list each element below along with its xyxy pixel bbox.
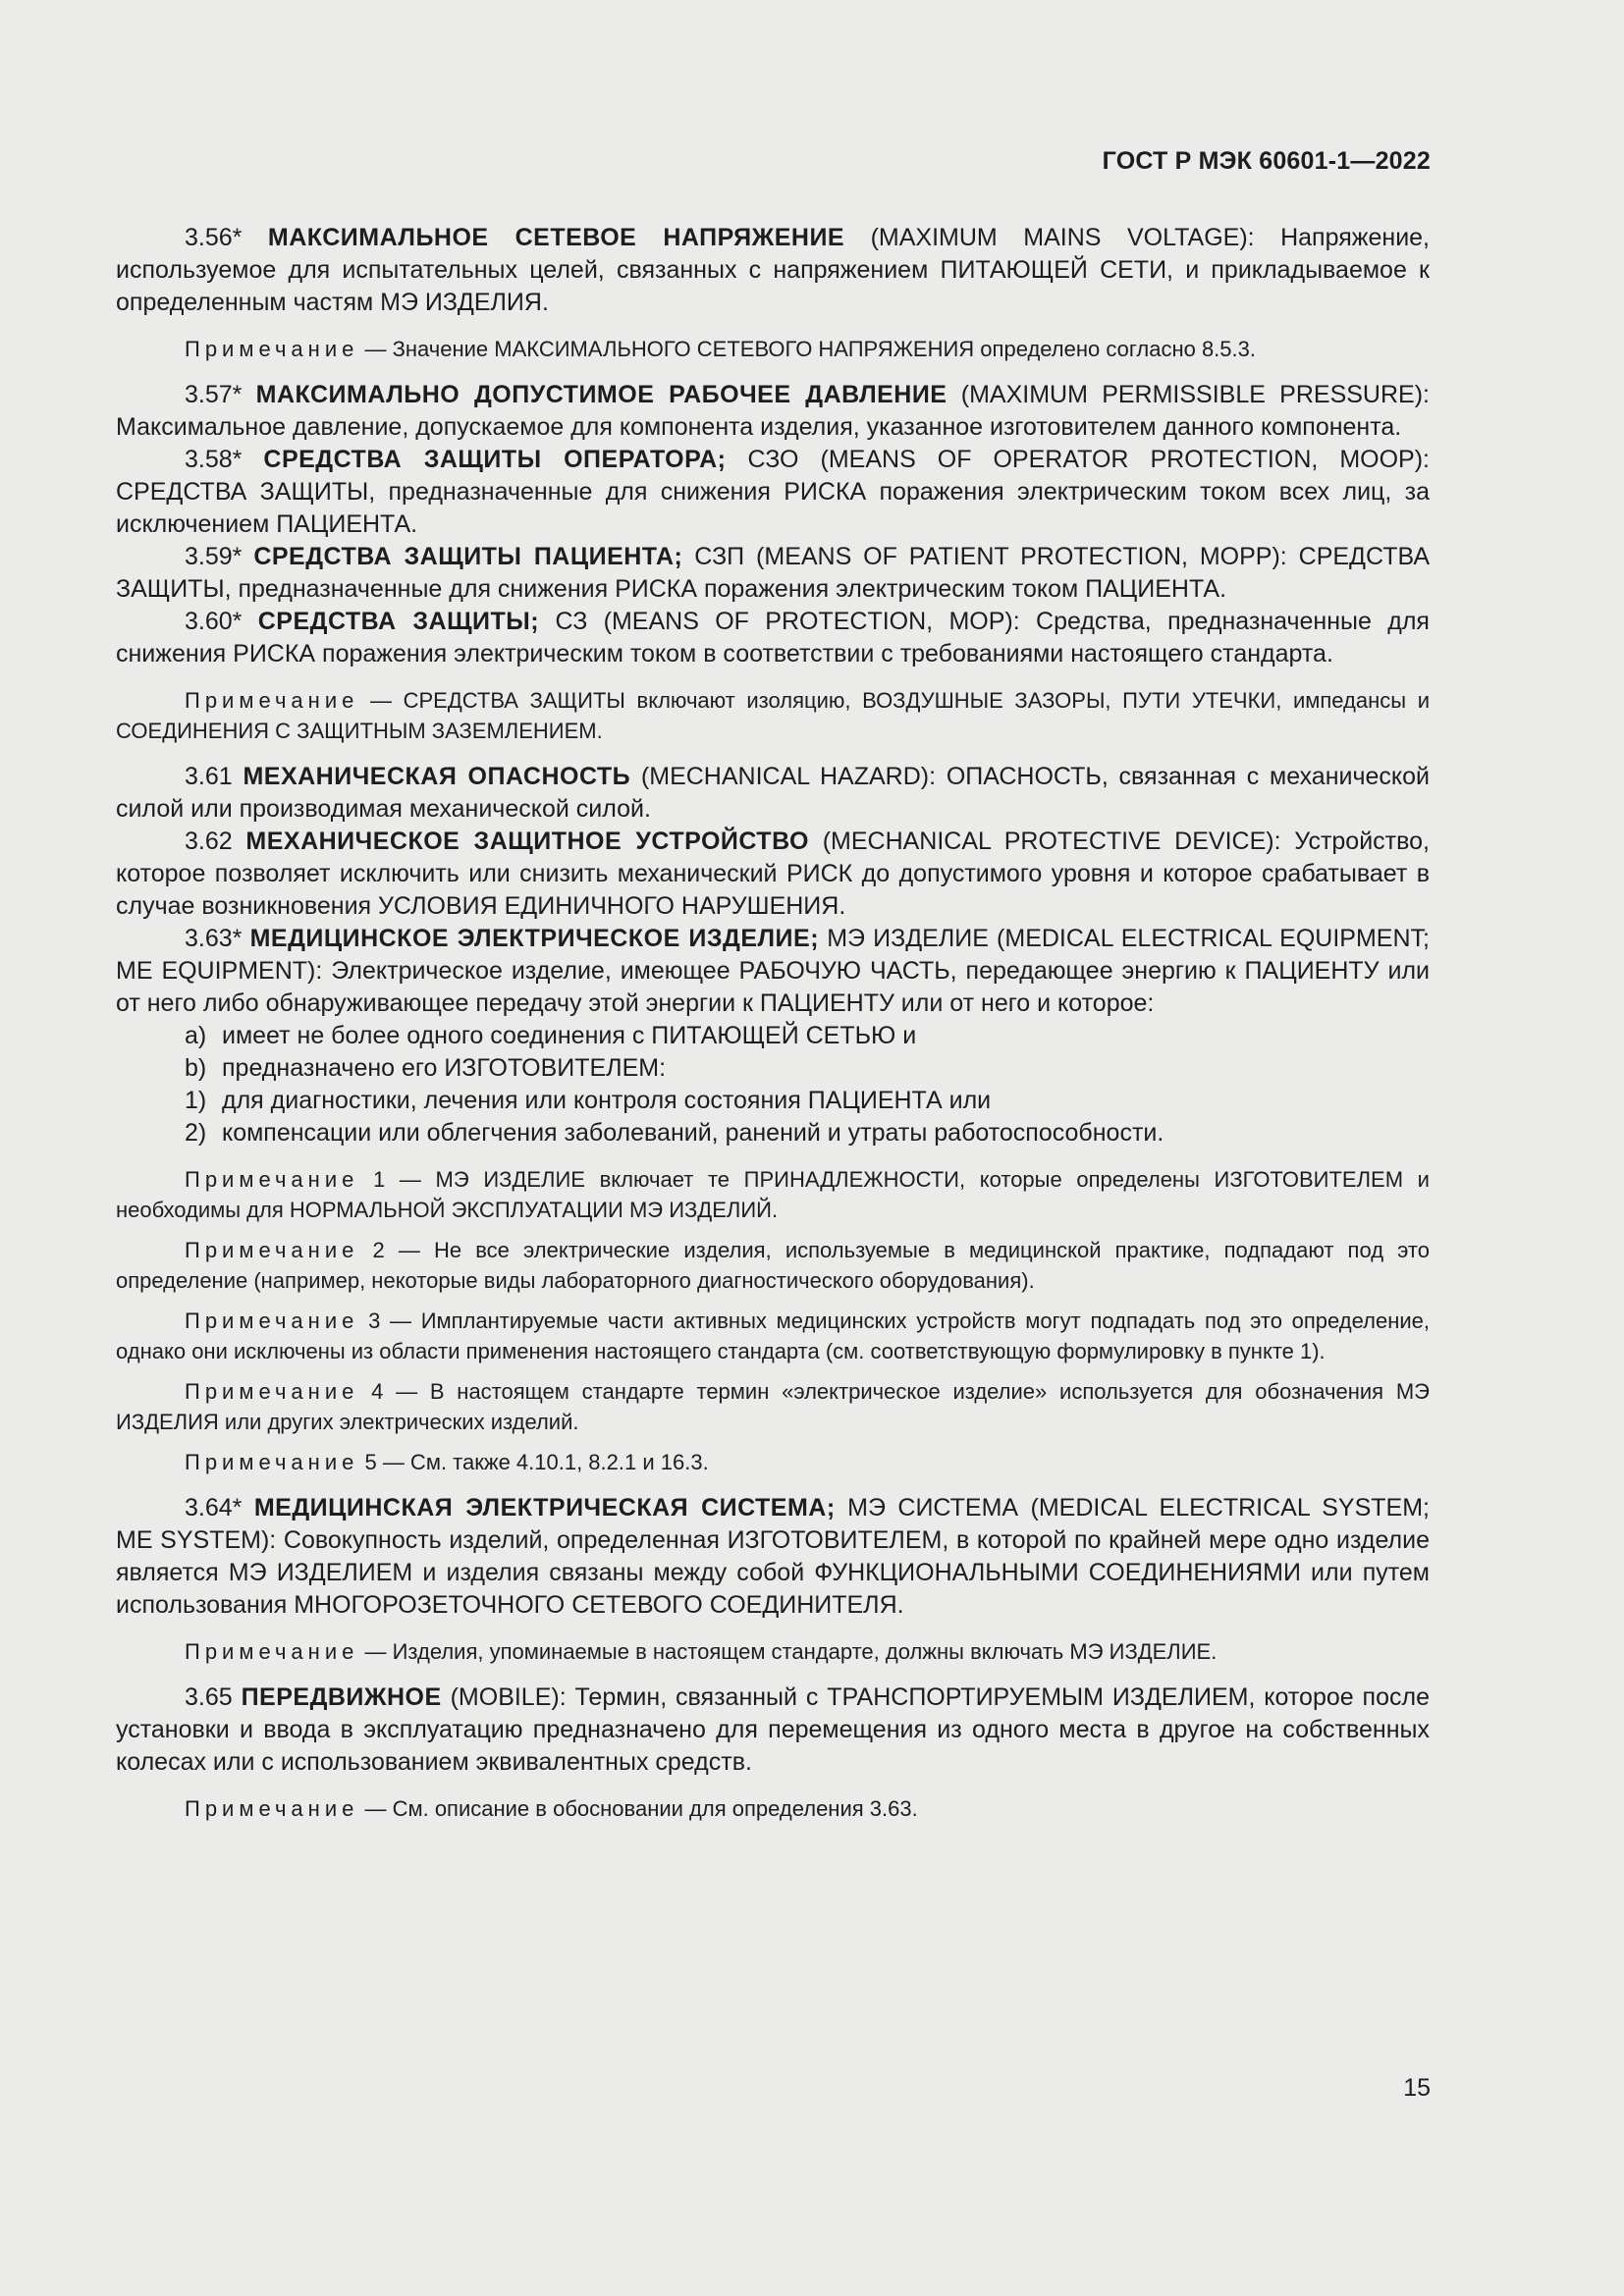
list-text: для диагностики, лечения или контроля состояния ПАЦИЕНТА или bbox=[222, 1087, 992, 1114]
list-text: компенсации или облегчения заболеваний, ранений и утраты работоспособности. bbox=[222, 1119, 1164, 1147]
term-3-56 bbox=[116, 222, 1430, 319]
term-3-58 bbox=[116, 444, 1430, 541]
term-title: МЕДИЦИНСКАЯ ЭЛЕКТРИЧЕСКАЯ СИСТЕМА; bbox=[253, 1494, 836, 1522]
note-label: Примечание bbox=[185, 1639, 359, 1664]
note-3-63-1 bbox=[116, 1164, 1430, 1225]
note-text: 1 — МЭ ИЗДЕЛИЕ включает те ПРИНАДЛЕЖНОСТИ, которые определены ИЗГОТОВИТЕЛЕМ и необходимы для НОРМАЛЬНОЙ ЭКСПЛУАТАЦИИ МЭ ИЗДЕЛИЙ. bbox=[116, 1167, 1430, 1222]
list-item bbox=[116, 1052, 1430, 1085]
term-number: 3.58* bbox=[185, 446, 243, 473]
note-text: 2 — Не все электрические изделия, используемые в медицинской практике, подпадают под это определение (например, некоторые виды лабораторного диагностического оборудования). bbox=[116, 1238, 1430, 1293]
list-item bbox=[116, 1117, 1430, 1149]
note-3-63-2 bbox=[116, 1235, 1430, 1296]
note-label: Примечание bbox=[185, 1450, 359, 1474]
term-title: МАКСИМАЛЬНО ДОПУСТИМОЕ РАБОЧЕЕ ДАВЛЕНИЕ bbox=[255, 381, 947, 408]
term-3-63 bbox=[116, 923, 1430, 1020]
note-text: — См. описание в обосновании для определения 3.63. bbox=[364, 1796, 918, 1821]
list-marker: 2) bbox=[185, 1119, 207, 1147]
note-3-63-5 bbox=[116, 1447, 1430, 1477]
note-3-65 bbox=[116, 1793, 1430, 1824]
criteria-list bbox=[116, 1020, 1430, 1149]
term-number: 3.57* bbox=[185, 381, 243, 408]
page-number: 15 bbox=[1403, 2074, 1431, 2102]
list-text: предназначено его ИЗГОТОВИТЕЛЕМ: bbox=[222, 1054, 667, 1082]
term-3-64 bbox=[116, 1492, 1430, 1622]
term-definition: (MAXIMUM MAINS VOLTAGE): Напряжение, используемое для испытательных целей, связанных с напряжением ПИТАЮЩЕЙ СЕТИ, и прикладываемое к определенным частям МЭ ИЗДЕЛИЯ. bbox=[116, 224, 1431, 316]
term-definition: (MAXIMUM PERMISSIBLE PRESSURE): Максимальное давление, допускаемое для компонента изделия, указанное изготовителем данного компонента. bbox=[116, 381, 1430, 441]
term-title: МЕДИЦИНСКОЕ ЭЛЕКТРИЧЕСКОЕ ИЗДЕЛИЕ; bbox=[249, 925, 820, 952]
note-text: 5 — См. также 4.10.1, 8.2.1 и 16.3. bbox=[364, 1450, 709, 1474]
term-title: ПЕРЕДВИЖНОЕ bbox=[241, 1683, 442, 1711]
term-3-62 bbox=[116, 826, 1430, 923]
term-definition: СЗП (MEANS OF PATIENT PROTECTION, MOPP): СРЕДСТВА ЗАЩИТЫ, предназначенные для снижения РИСКА поражения электрическим током ПАЦИЕНТА. bbox=[116, 543, 1431, 603]
list-marker: b) bbox=[185, 1054, 207, 1082]
term-definition: (MECHANICAL HAZARD): ОПАСНОСТЬ, связанная с механической силой или производимая механической силой. bbox=[116, 763, 1431, 823]
note-label: Примечание bbox=[185, 1167, 359, 1192]
term-definition: СЗ (MEANS OF PROTECTION, MOP): Средства, предназначенные для снижения РИСКА поражения электрическим током в соответствии с требованиями настоящего стандарта. bbox=[116, 608, 1430, 667]
note-text: — Значение МАКСИМАЛЬНОГО СЕТЕВОГО НАПРЯЖЕНИЯ определено согласно 8.5.3. bbox=[364, 337, 1256, 361]
note-label: Примечание bbox=[185, 1308, 359, 1333]
term-number: 3.63* bbox=[185, 925, 243, 952]
term-definition: (MOBILE): Термин, связанный с ТРАНСПОРТИРУЕМЫМ ИЗДЕЛИЕМ, которое после установки и ввода в эксплуатацию предназначено для перемещения из одного места в другое на собственных колесах или с использованием эквивалентных средств. bbox=[116, 1683, 1430, 1776]
note-text: 3 — Имплантируемые части активных медицинских устройств могут подпадать под это определение, однако они исключены из области применения настоящего стандарта (см. соответствующую формулировку в пункте 1). bbox=[116, 1308, 1430, 1363]
page-content bbox=[116, 222, 1430, 1824]
list-item bbox=[116, 1020, 1430, 1052]
note-3-64 bbox=[116, 1636, 1430, 1667]
list-marker: a) bbox=[185, 1022, 207, 1049]
note-3-63-3 bbox=[116, 1306, 1430, 1366]
term-3-61 bbox=[116, 761, 1430, 826]
note-3-56 bbox=[116, 334, 1430, 364]
term-number: 3.59* bbox=[185, 543, 243, 570]
term-3-65 bbox=[116, 1682, 1430, 1779]
term-title: СРЕДСТВА ЗАЩИТЫ; bbox=[257, 608, 540, 635]
term-number: 3.64* bbox=[185, 1494, 243, 1522]
term-title: МАКСИМАЛЬНОЕ СЕТЕВОЕ НАПРЯЖЕНИЕ bbox=[267, 224, 845, 251]
note-text: — Изделия, упоминаемые в настоящем стандарте, должны включать МЭ ИЗДЕЛИЕ. bbox=[364, 1639, 1218, 1664]
term-number: 3.61 bbox=[185, 763, 233, 790]
term-definition: (MECHANICAL PROTECTIVE DEVICE): Устройство, которое позволяет исключить или снизить механический РИСК до допустимого уровня и которое срабатывает в случае возникновения УСЛОВИЯ ЕДИНИЧНОГО НАРУШЕНИЯ. bbox=[116, 828, 1430, 920]
term-title: МЕХАНИЧЕСКАЯ ОПАСНОСТЬ bbox=[243, 763, 631, 790]
term-3-60 bbox=[116, 606, 1430, 670]
term-definition: МЭ СИСТЕМА (MEDICAL ELECTRICAL SYSTEM; ME SYSTEM): Совокупность изделий, определенная ИЗГОТОВИТЕЛЕМ, в которой по крайней мере одно изделие является МЭ ИЗДЕЛИЕМ и изделия связаны между собой ФУНКЦИОНАЛЬНЫМИ СОЕДИНЕНИЯМИ или путем использования МНОГОРОЗЕТОЧНОГО СЕТЕВОГО СОЕДИНИТЕЛЯ. bbox=[116, 1494, 1430, 1619]
note-text: — СРЕДСТВА ЗАЩИТЫ включают изоляцию, ВОЗДУШНЫЕ ЗАЗОРЫ, ПУТИ УТЕЧКИ, импедансы и СОЕДИНЕНИЯ С ЗАЩИТНЫМ ЗАЗЕМЛЕНИЕМ. bbox=[116, 688, 1430, 743]
standard-header: ГОСТ Р МЭК 60601-1—2022 bbox=[1102, 147, 1431, 175]
term-title: СРЕДСТВА ЗАЩИТЫ ПАЦИЕНТА; bbox=[253, 543, 683, 570]
note-label: Примечание bbox=[185, 1238, 359, 1262]
list-text: имеет не более одного соединения с ПИТАЮЩЕЙ СЕТЬЮ и bbox=[222, 1022, 917, 1049]
term-title: СРЕДСТВА ЗАЩИТЫ ОПЕРАТОРА; bbox=[263, 446, 727, 473]
term-number: 3.56* bbox=[185, 224, 243, 251]
note-label: Примечание bbox=[185, 1379, 359, 1404]
term-number: 3.60* bbox=[185, 608, 243, 635]
note-label: Примечание bbox=[185, 337, 359, 361]
term-3-57 bbox=[116, 379, 1430, 444]
note-text: 4 — В настоящем стандарте термин «электрическое изделие» используется для обозначения МЭ ИЗДЕЛИЯ или других электрических изделий. bbox=[116, 1379, 1430, 1434]
term-3-59 bbox=[116, 541, 1430, 606]
term-definition: МЭ ИЗДЕЛИЕ (MEDICAL ELECTRICAL EQUIPMENT; ME EQUIPMENT): Электрическое изделие, имеющее РАБОЧУЮ ЧАСТЬ, передающее энергию к ПАЦИЕНТУ или от него либо обнаруживающее передачу этой энергии к ПАЦИЕНТУ или от него и которое: bbox=[116, 925, 1430, 1017]
term-number: 3.65 bbox=[185, 1683, 233, 1711]
note-3-63-4 bbox=[116, 1376, 1430, 1437]
list-marker: 1) bbox=[185, 1087, 207, 1114]
term-title: МЕХАНИЧЕСКОЕ ЗАЩИТНОЕ УСТРОЙСТВО bbox=[245, 828, 809, 855]
note-label: Примечание bbox=[185, 1796, 359, 1821]
note-label: Примечание bbox=[185, 688, 359, 713]
note-3-60 bbox=[116, 685, 1430, 746]
term-definition: СЗО (MEANS OF OPERATOR PROTECTION, MOOP): СРЕДСТВА ЗАЩИТЫ, предназначенные для снижения РИСКА поражения электрическим током всех лиц, за исключением ПАЦИЕНТА. bbox=[116, 446, 1431, 538]
list-item bbox=[116, 1085, 1430, 1117]
term-number: 3.62 bbox=[185, 828, 233, 855]
